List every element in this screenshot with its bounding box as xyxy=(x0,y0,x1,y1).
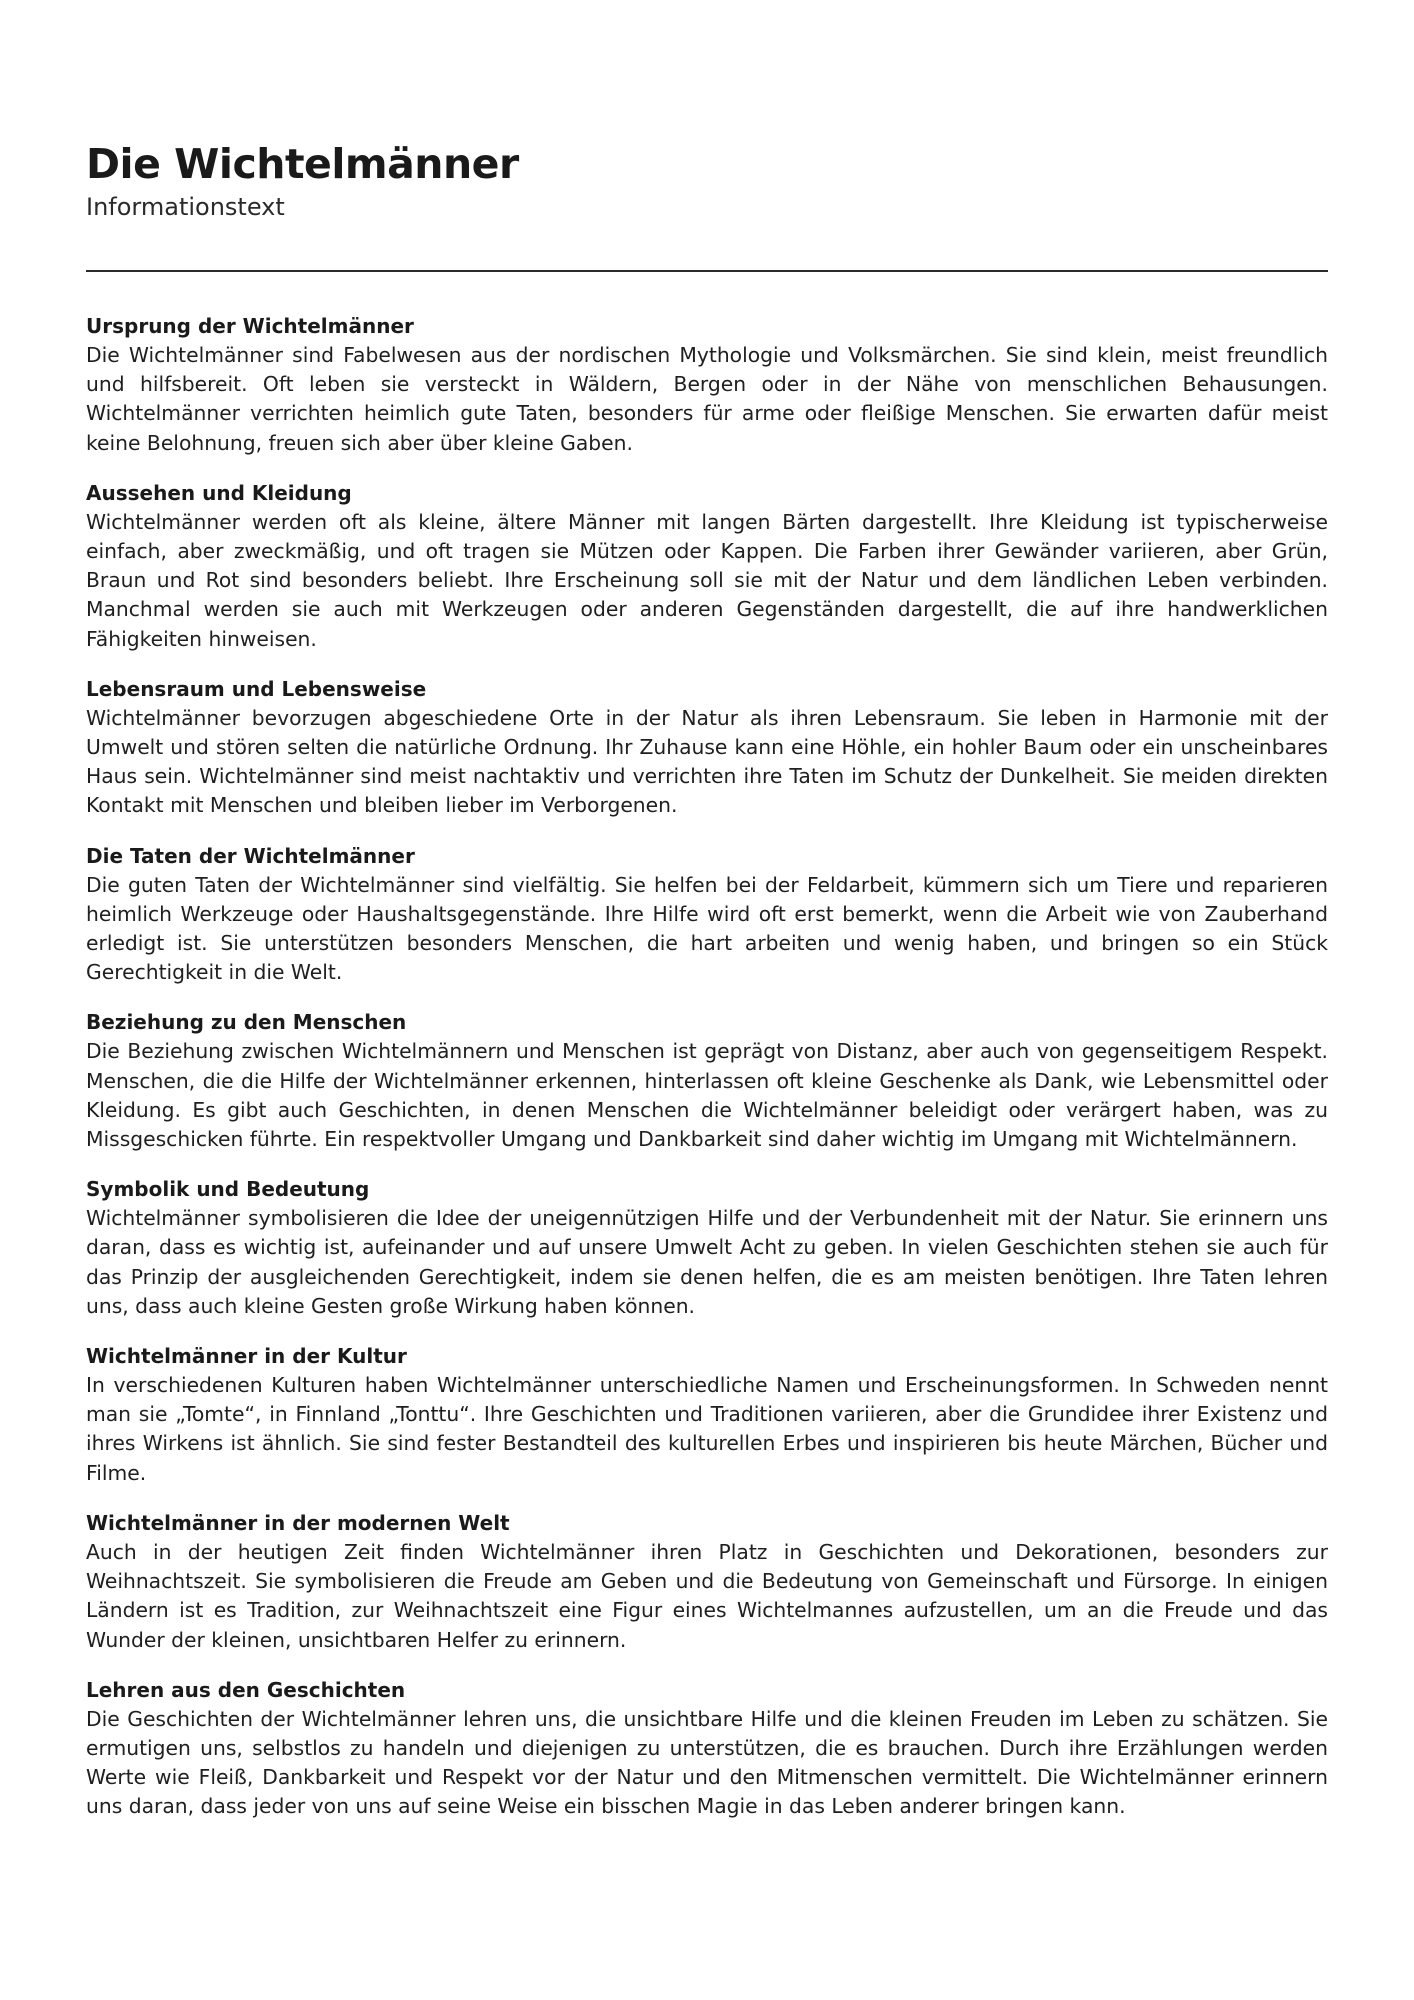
section-lehren xyxy=(86,1676,1328,1822)
section-lebensraum xyxy=(86,675,1328,821)
section-body: In verschiedenen Kulturen haben Wichtelmänner unterschiedliche Namen und Erscheinungsformen. In Schweden nennt man sie „Tomte“, in Finnland „Tonttu“. Ihre Geschichten und Traditionen variieren, aber die Grundidee ihrer Existenz und ihres Wirkens ist ähnlich. Sie sind fester Bestandteil des kulturellen Erbes und inspirieren bis heute Märchen, Bücher und Filme. xyxy=(86,1373,1328,1485)
header-divider xyxy=(86,270,1328,272)
section-body: Wichtelmänner werden oft als kleine, ältere Männer mit langen Bärten dargestellt. Ihre Kleidung ist typischerweise einfach, aber zweckmäßig, und oft tragen sie Mützen oder Kappen. Die Farben ihrer Gewänder variieren, aber Grün, Braun und Rot sind besonders beliebt. Ihre Erscheinung soll sie mit der Natur und dem ländlichen Leben verbinden. Manchmal werden sie auch mit Werkzeugen oder anderen Gegenständen dargestellt, die auf ihre handwerklichen Fähigkeiten hinweisen. xyxy=(86,509,1328,651)
section-body: Auch in der heutigen Zeit finden Wichtelmänner ihren Platz in Geschichten und Dekorationen, besonders zur Weihnachtszeit. Sie symbolisieren die Freude am Geben und die Bedeutung von Gemeinschaft und Fürsorge. In einigen Ländern ist es Tradition, zur Weihnachtszeit eine Figur eines Wichtelmannes aufzustellen, um an die Freude und das Wunder der kleinen, unsichtbaren Helfer zu erinnern. xyxy=(86,1539,1328,1652)
section-heading: Wichtelmänner in der modernen Welt xyxy=(86,1510,510,1535)
section-body: Die guten Taten der Wichtelmänner sind vielfältig. Sie helfen bei der Feldarbeit, kümmern sich um Tiere und reparieren heimlich Werkzeuge oder Haushaltsgegenstände. Ihre Hilfe wird oft erst bemerkt, wenn die Arbeit wie von Zauberhand erledigt ist. Sie unterstützen besonders Menschen, die hart arbeiten und wenig haben, und bringen so ein Stück Gerechtigkeit in die Welt. xyxy=(86,872,1328,985)
section-body: Wichtelmänner symbolisieren die Idee der uneigennützigen Hilfe und der Verbundenheit mit der Natur. Sie erinnern uns daran, dass es wichtig ist, aufeinander und auf unsere Umwelt Acht zu geben. In vielen Geschichten stehen sie auch für das Prinzip der ausgleichenden Gerechtigkeit, indem sie denen helfen, die es am meisten benötigen. Ihre Taten lehren uns, dass auch kleine Gesten große Wirkung haben können. xyxy=(86,1206,1328,1318)
section-kultur xyxy=(86,1342,1328,1488)
section-body: Die Beziehung zwischen Wichtelmännern und Menschen ist geprägt von Distanz, aber auch von gegenseitigem Respekt. Menschen, die die Hilfe der Wichtelmänner erkennen, hinterlassen oft kleine Geschenke als Dank, wie Lebensmittel oder Kleidung. Es gibt auch Geschichten, in denen Menschen die Wichtelmänner beleidigt oder verärgert haben, was zu Missgeschicken führte. Ein respektvoller Umgang und Dankbarkeit sind daher wichtig im Umgang mit Wichtelmännern. xyxy=(86,1039,1328,1152)
section-ursprung xyxy=(86,312,1328,458)
section-moderne-welt xyxy=(86,1509,1328,1655)
section-heading: Aussehen und Kleidung xyxy=(86,480,352,505)
document-subtitle: Informationstext xyxy=(86,193,285,221)
section-body: Die Geschichten der Wichtelmänner lehren uns, die unsichtbare Hilfe und die kleinen Freuden im Leben zu schätzen. Sie ermutigen uns, selbstlos zu handeln und diejenigen zu unterstützen, die es brauchen. Durch ihre Erzählungen werden Werte wie Fleiß, Dankbarkeit und Respekt vor der Natur und den Mitmenschen vermittelt. Die Wichtelmänner erinnern uns daran, dass jeder von uns auf seine Weise ein bisschen Magie in das Leben anderer bringen kann. xyxy=(86,1706,1328,1819)
section-body: Wichtelmänner bevorzugen abgeschiedene Orte in der Natur als ihren Lebensraum. Sie leben in Harmonie mit der Umwelt und stören selten die natürliche Ordnung. Ihr Zuhause kann eine Höhle, ein hohler Baum oder ein unscheinbares Haus sein. Wichtelmänner sind meist nachtaktiv und verrichten ihre Taten im Schutz der Dunkelheit. Sie meiden direkten Kontakt mit Menschen und bleiben lieber im Verborgenen. xyxy=(86,705,1328,818)
section-body: Die Wichtelmänner sind Fabelwesen aus der nordischen Mythologie und Volksmärchen. Sie sind klein, meist freundlich und hilfsbereit. Oft leben sie versteckt in Wäldern, Bergen oder in der Nähe von menschlichen Behausungen. Wichtelmänner verrichten heimlich gute Taten, besonders für arme oder fleißige Menschen. Sie erwarten dafür meist keine Belohnung, freuen sich aber über kleine Gaben. xyxy=(86,343,1328,455)
section-heading: Beziehung zu den Menschen xyxy=(86,1010,407,1035)
section-heading: Wichtelmänner in der Kultur xyxy=(86,1344,407,1369)
section-heading: Ursprung der Wichtelmänner xyxy=(86,314,414,338)
section-aussehen xyxy=(86,479,1328,654)
section-heading: Die Taten der Wichtelmänner xyxy=(86,843,415,868)
section-symbolik xyxy=(86,1175,1328,1321)
section-heading: Symbolik und Bedeutung xyxy=(86,1177,370,1202)
section-heading: Lebensraum und Lebensweise xyxy=(86,676,427,701)
section-heading: Lehren aus den Geschichten xyxy=(86,1677,406,1702)
section-taten xyxy=(86,842,1328,988)
document-title: Die Wichtelmänner xyxy=(86,140,519,188)
section-beziehung xyxy=(86,1008,1328,1154)
